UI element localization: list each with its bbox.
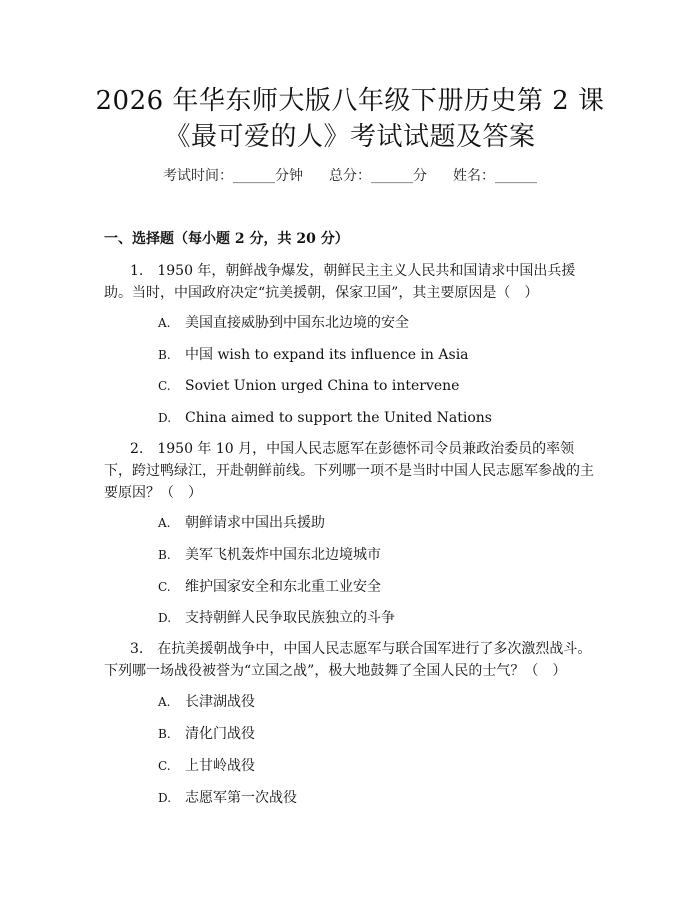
option-text: 长津湖战役 <box>185 694 255 710</box>
question-2-option-d <box>158 608 395 628</box>
option-text: 维护国家安全和东北重工业安全 <box>185 579 381 595</box>
option-text: Soviet Union urged China to intervene <box>185 378 460 394</box>
option-letter: C. <box>158 580 171 594</box>
option-text: 美军飞机轰炸中国东北边境城市 <box>185 547 381 563</box>
exam-time-field: 考试时间：______分钟 <box>163 168 303 184</box>
question-3-option-a <box>158 692 255 712</box>
total-score-field: 总分：______分 <box>329 168 427 184</box>
question-2-stem: 2. 1950 年 10 月，中国人民志愿军在彭德怀司令员兼政治委员的率领下，跨过鸭绿江，开赴朝鲜前线。下列哪一项不是当时中国人民志愿军参战的主要原因？（ ） <box>104 441 594 501</box>
option-letter: D. <box>158 611 172 625</box>
option-letter: C. <box>158 759 171 773</box>
option-text: 上甘岭战役 <box>185 758 255 774</box>
question-2-option-a <box>158 513 325 533</box>
option-text: 支持朝鲜人民争取民族独立的斗争 <box>185 610 395 626</box>
option-letter: A. <box>158 316 171 330</box>
option-text: 中国 wish to expand its influence in Asia <box>185 347 469 363</box>
question-1-option-a <box>158 313 409 333</box>
section-heading-choice: 一、选择题（每小题 2 分，共 20 分） <box>104 231 349 247</box>
option-letter: A. <box>158 695 171 709</box>
option-letter: C. <box>158 379 171 393</box>
student-name-field: 姓名：______ <box>453 168 537 184</box>
question-1-option-d <box>158 408 492 428</box>
question-3-stem: 3. 在抗美援朝战争中，中国人民志愿军与联合国军进行了多次激烈战斗。下列哪一场战役被誉为“立国之战”，极大地鼓舞了全国人民的士气？（ ） <box>104 641 592 679</box>
question-3-option-d <box>158 788 297 808</box>
question-3-option-c <box>158 756 255 776</box>
option-letter: B. <box>158 727 171 741</box>
option-letter: B. <box>158 348 171 362</box>
exam-info-bar <box>0 166 700 186</box>
option-letter: A. <box>158 516 171 530</box>
option-text: 朝鲜请求中国出兵援助 <box>185 515 325 531</box>
document-title-line-1: 2026 年华东师大版八年级下册历史第 2 课 <box>95 86 605 116</box>
document-title-line-2: 《最可爱的人》考试试题及答案 <box>164 122 536 152</box>
option-text: 美国直接威胁到中国东北边境的安全 <box>185 315 409 331</box>
option-letter: D. <box>158 411 172 425</box>
question-3-option-b <box>158 724 255 744</box>
question-1-stem: 1. 1950 年，朝鲜战争爆发，朝鲜民主主义人民共和国请求中国出兵援助。当时，中国政府决定“抗美援朝，保家卫国”，其主要原因是（ ） <box>104 263 576 301</box>
question-2-option-b <box>158 545 381 565</box>
question-1-option-b <box>158 345 469 365</box>
question-2-option-c <box>158 577 381 597</box>
option-text: 清化门战役 <box>185 726 255 742</box>
question-1-option-c <box>158 376 459 396</box>
option-letter: B. <box>158 548 171 562</box>
option-text: 志愿军第一次战役 <box>185 790 297 806</box>
option-letter: D. <box>158 791 172 805</box>
option-text: China aimed to support the United Nations <box>185 410 492 426</box>
